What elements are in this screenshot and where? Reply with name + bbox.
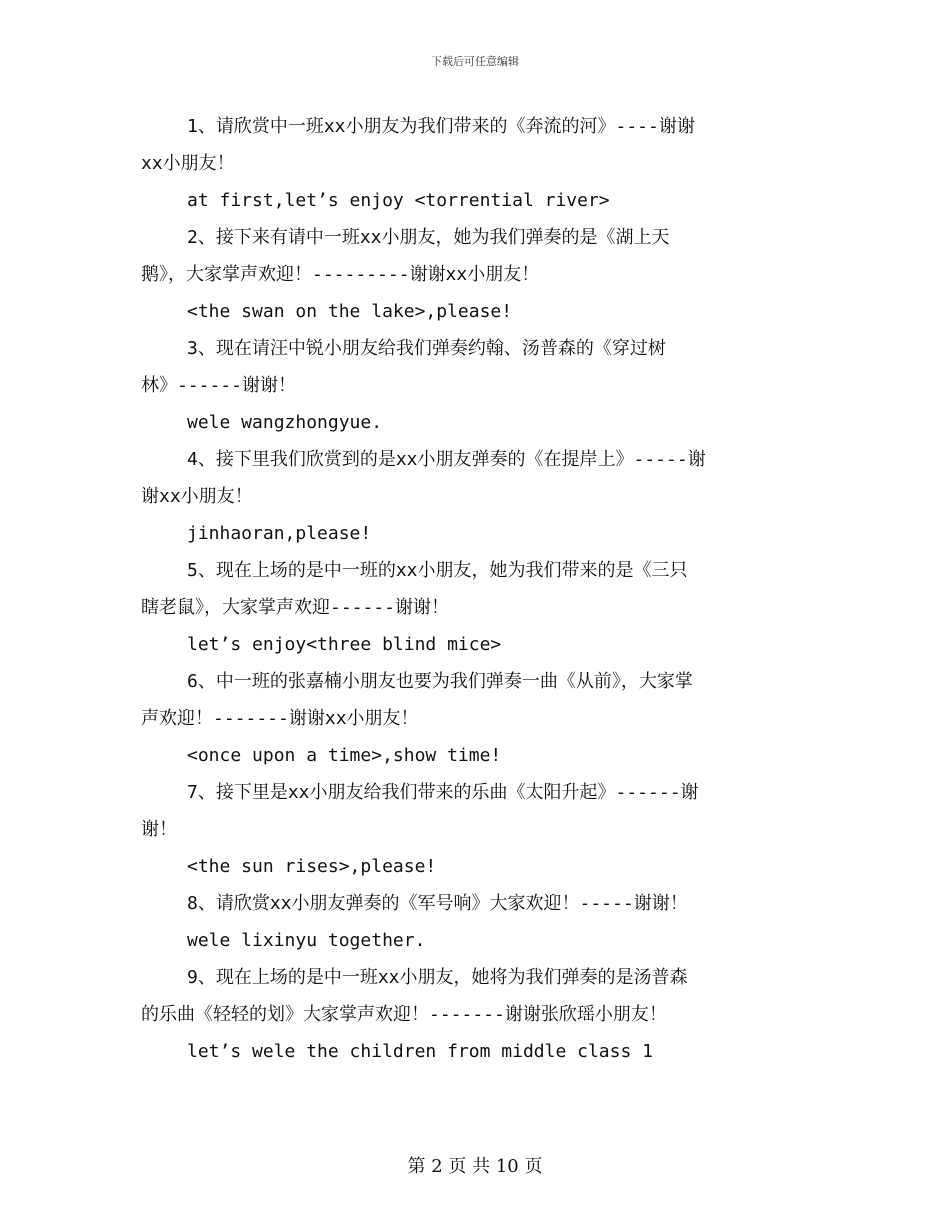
text-line: <the sun rises>,please! — [187, 856, 437, 877]
text-line: <the swan on the lake>,please! — [187, 301, 513, 322]
text-line: at first,let’s enjoy <torrential river> — [187, 190, 610, 211]
text-line: 4、接下里我们欣赏到的是xx小朋友弹奏的《在提岸上》-----谢 — [187, 449, 706, 470]
text-line: 2、接下来有请中一班xx小朋友，她为我们弹奏的是《湖上天 — [187, 227, 670, 248]
text-line: jinhaoran,please! — [187, 523, 372, 544]
text-line: 谢xx小朋友！ — [141, 486, 253, 507]
text-line: 1、请欣赏中一班xx小朋友为我们带来的《奔流的河》----谢谢 — [187, 116, 695, 137]
text-line: wele wangzhongyue. — [187, 412, 383, 433]
text-line: 声欢迎！-------谢谢xx小朋友！ — [141, 708, 419, 729]
text-line: wele lixinyu together. — [187, 930, 426, 951]
text-line: 3、现在请汪中锐小朋友给我们弹奏约翰、汤普森的《穿过树 — [187, 338, 666, 359]
text-line: <once upon a time>,show time! — [187, 745, 502, 766]
page-footer: 第 2 页 共 10 页 — [407, 1156, 543, 1177]
text-line: 谢！ — [141, 819, 177, 840]
text-line: 6、中一班的张嘉楠小朋友也要为我们弹奏一曲《从前》，大家掌 — [187, 671, 693, 692]
text-line: 7、接下里是xx小朋友给我们带来的乐曲《太阳升起》------谢 — [187, 782, 699, 803]
document-body — [141, 108, 809, 1070]
text-line: 5、现在上场的是中一班的xx小朋友，她为我们带来的是《三只 — [187, 560, 688, 581]
text-line: 鹅》，大家掌声欢迎！---------谢谢xx小朋友！ — [141, 264, 540, 285]
text-line: 的乐曲《轻轻的划》大家掌声欢迎！-------谢谢张欣瑶小朋友！ — [141, 1004, 667, 1025]
text-line: 9、现在上场的是中一班xx小朋友，她将为我们弹奏的是汤普森 — [187, 967, 688, 988]
text-line: 瞎老鼠》，大家掌声欢迎------谢谢！ — [141, 597, 450, 618]
page-header: 下载后可任意编辑 — [431, 55, 519, 68]
text-line: let’s enjoy<three blind mice> — [187, 634, 502, 655]
text-line: 8、请欣赏xx小朋友弹奏的《军号响》大家欢迎！-----谢谢！ — [187, 893, 688, 914]
text-line: 林》------谢谢！ — [141, 375, 297, 396]
text-line: xx小朋友！ — [141, 153, 235, 174]
text-line: let’s wele the children from middle class 1 — [187, 1041, 653, 1062]
